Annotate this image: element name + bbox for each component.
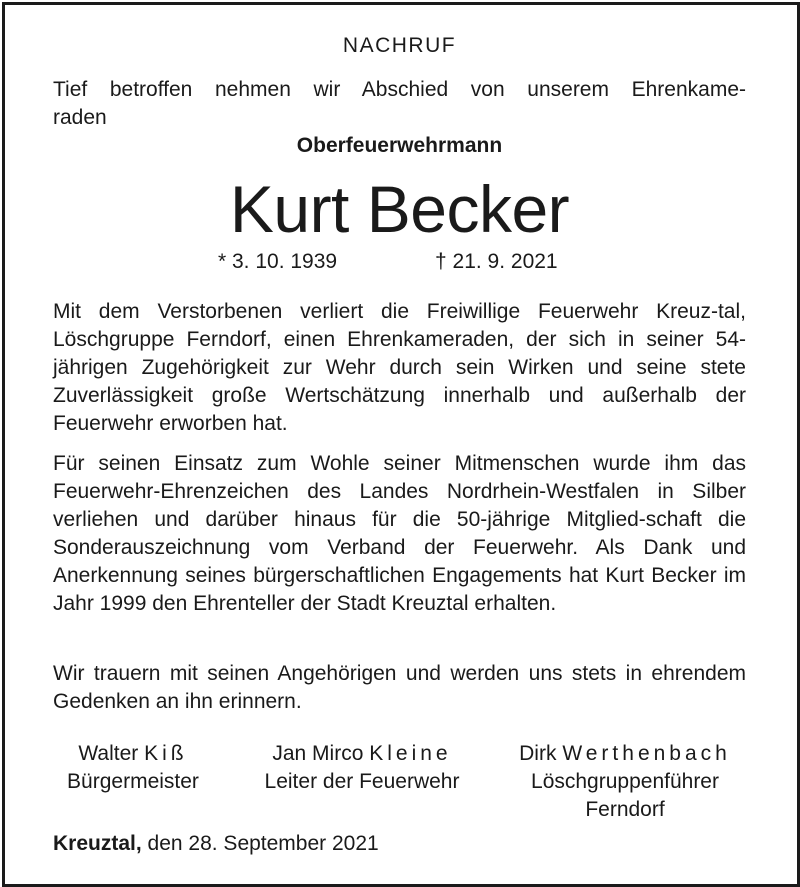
signatory-name: Walter Kiß <box>78 742 188 765</box>
deceased-name: Kurt Becker <box>229 172 570 246</box>
signatory-mayor <box>53 740 213 796</box>
paragraph-text: Wir trauern mit seinen Angehörigen und werden uns stets in ehrendem Gedenken an ihn erinnern. <box>53 662 746 713</box>
signatory-title: Leiter der Feuerwehr <box>264 770 460 793</box>
signatory-group-leader <box>505 740 745 824</box>
paragraph-tribute <box>53 298 746 438</box>
birth-date: * 3. 10. 1939 <box>218 250 338 273</box>
intro-text <box>53 76 746 132</box>
paragraph-text: Mit dem Verstorbenen verliert die Freiwillige Feuerwehr Kreuz-tal, Löschgruppe Ferndorf, einen Ehrenkameraden, der sich in seiner 54-jährigen Zugehörigkeit zur Wehr durch sein Wirken und seine stete Zuverlässigkeit große Wertschätzung innerhalb und außerhalb der Feuerwehr erworben hat. <box>53 300 746 435</box>
signatory-name: Jan Mirco Kleine <box>272 742 452 765</box>
deceased-rank: Oberfeuerwehrmann <box>296 134 503 157</box>
signatory-subtitle: Ferndorf <box>585 798 665 821</box>
signatory-title: Bürgermeister <box>67 770 199 793</box>
date: den 28. September 2021 <box>147 832 379 855</box>
death-date: † 21. 9. 2021 <box>435 250 558 273</box>
intro-line-1: Tief betroffen nehmen wir Abschied von unserem Ehrenkame- <box>53 78 746 101</box>
signatory-name: Dirk Werthenbach <box>519 742 731 765</box>
place: Kreuztal, <box>53 832 142 855</box>
paragraph-honours <box>53 450 746 618</box>
signatory-title: Löschgruppenführer <box>531 770 719 793</box>
intro-line-2: raden <box>53 106 107 129</box>
place-date-line <box>53 830 746 858</box>
notice-heading: NACHRUF <box>342 34 457 57</box>
paragraph-text: Für seinen Einsatz zum Wohle seiner Mitmenschen wurde ihm das Feuerwehr-Ehrenzeichen des Landes Nordrhein-Westfalen in Silber verliehen und darüber hinaus für die 50-jährige Mitglied-schaft die Sonderauszeichnung vom Verband der Feuerwehr. Als Dank und Anerkennung seines bürgerschaftlichen Engagements hat Kurt Becker im Jahr 1999 den Ehrenteller der Stadt Kreuztal erhalten. <box>53 452 746 615</box>
paragraph-mourning <box>53 660 746 716</box>
signatory-fire-chief <box>244 740 480 796</box>
